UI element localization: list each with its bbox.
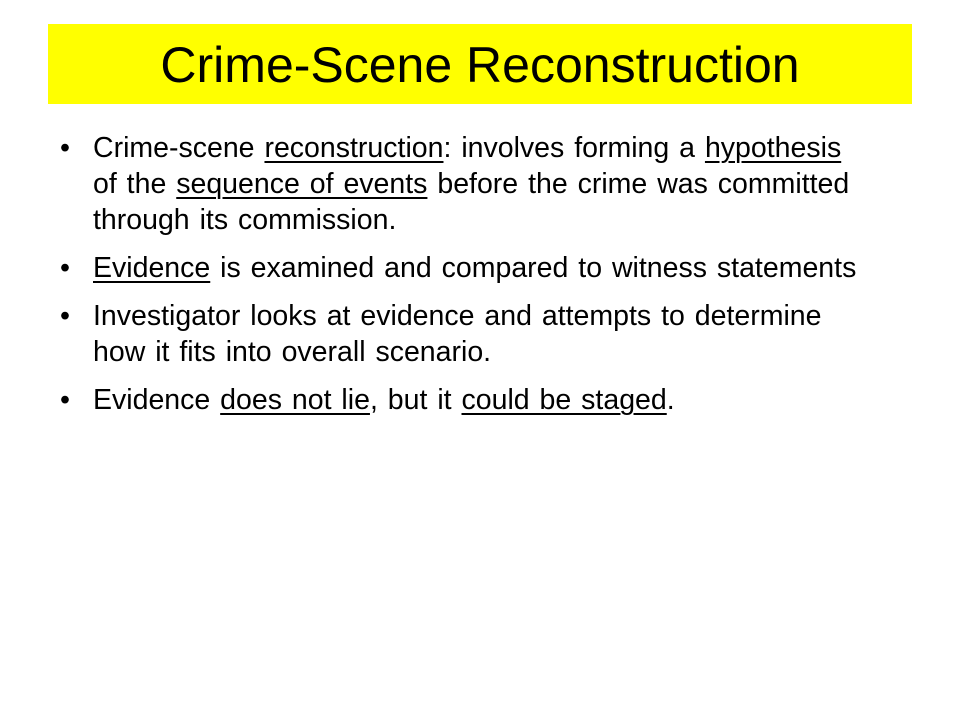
underlined-term: sequence of events: [176, 168, 428, 200]
text-segment: : involves forming a: [443, 132, 705, 164]
text-segment: Evidence: [93, 384, 221, 416]
text-segment: is examined and compared to witness statements: [210, 252, 857, 284]
underlined-term: hypothesis: [704, 132, 842, 164]
bullet-item: [60, 298, 870, 370]
text-segment: .: [666, 384, 675, 416]
title-banner: [48, 24, 912, 104]
text-segment: Crime-scene: [93, 132, 265, 164]
bullet-item: [60, 250, 870, 286]
bullet-text: [93, 298, 870, 370]
bullet-item: [60, 382, 870, 418]
bullet-item: [60, 130, 870, 238]
underlined-term: reconstruction: [264, 132, 444, 164]
bullet-list: [60, 130, 870, 430]
bullet-dot-icon: •: [60, 252, 70, 284]
text-segment: Investigator looks at evidence and attempts to determine how it fits into overall scenario.: [93, 300, 822, 368]
text-segment: , but it: [369, 384, 462, 416]
bullet-text: [93, 382, 870, 418]
bullet-dot-icon: •: [60, 384, 70, 416]
bullet-dot-icon: •: [60, 300, 70, 332]
bullet-text: [93, 250, 870, 286]
underlined-term: does not lie: [220, 384, 370, 416]
bullet-text: [93, 130, 870, 238]
text-segment: of the: [93, 168, 177, 200]
bullet-dot-icon: •: [60, 132, 70, 164]
text-segment: before the crime was committed through its commission.: [93, 168, 850, 236]
slide-title: Crime-Scene Reconstruction: [160, 37, 800, 93]
underlined-term: could be staged: [461, 384, 667, 416]
underlined-term: Evidence: [93, 252, 211, 284]
